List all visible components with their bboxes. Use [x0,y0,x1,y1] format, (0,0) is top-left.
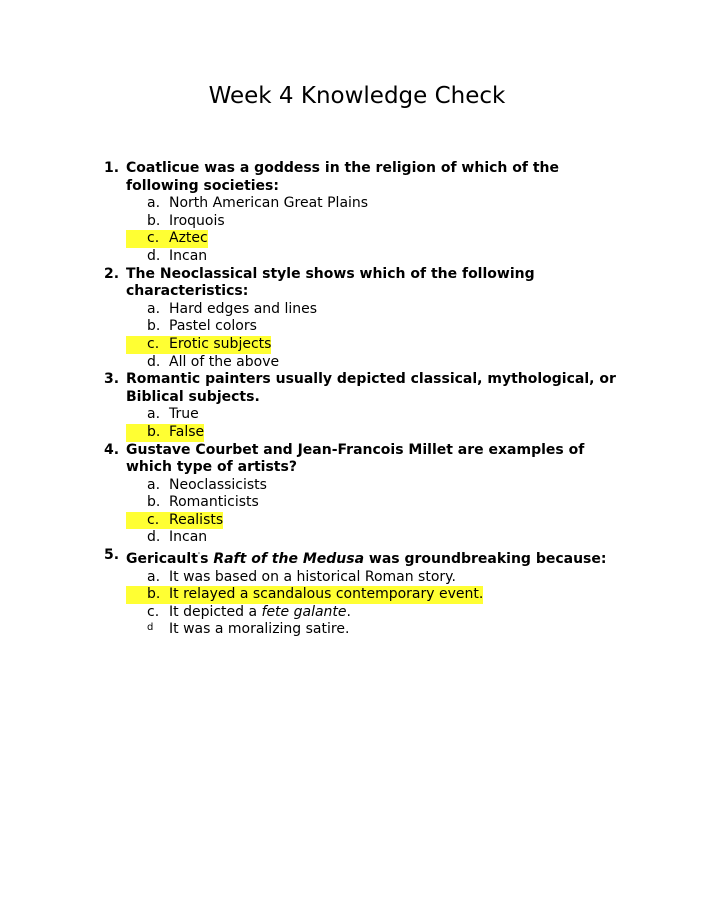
option-text: Hard edges and lines [169,300,318,317]
apostrophe-mark: ' [197,551,201,561]
option-text: Romanticists [169,494,259,511]
question-text-part: s [200,551,214,568]
option-text: It was based on a historical Roman story. [169,568,456,585]
option-a [126,569,624,587]
option-b-highlighted [126,424,624,442]
option-text-part: . [346,603,351,620]
option-list [126,406,624,441]
option-letter: b. [147,212,161,229]
question-text-part: Gericault [126,551,198,568]
option-text: Pastel colors [169,318,257,335]
option-text: Realists [169,511,224,528]
option-text: True [169,406,199,423]
option-b-highlighted [126,586,624,604]
option-text: Incan [169,529,208,546]
question-number: 3. [104,371,120,388]
question-text-part: was groundbreaking because: [364,551,607,568]
option-letter: b. [147,318,161,335]
question-text: Romantic painters usually depicted classical, mythological, or Biblical subjects. [126,371,616,405]
question-text: Coatlicue was a goddess in the religion of which of the following societies: [126,160,559,194]
option-letter: d [147,622,154,634]
option-text: Incan [169,247,208,264]
option-letter: a. [147,300,161,317]
option-letter: d. [147,353,161,370]
option-text: It was a moralizing satire. [169,621,350,638]
option-text: North American Great Plains [169,195,369,212]
question-number: 2. [104,265,120,282]
question-list [104,160,624,639]
option-b [126,213,624,231]
option-text: All of the above [169,353,280,370]
option-italic-term: fete galante [261,603,347,620]
option-text: Erotic subjects [169,335,272,352]
option-letter: c. [147,603,160,620]
answer-highlight [126,512,223,530]
option-a [126,477,624,495]
option-c-highlighted [126,512,624,530]
option-text: It relayed a scandalous contemporary event. [169,586,484,603]
option-a [126,195,624,213]
question-text: Gustave Courbet and Jean-Francois Millet are examples of which type of artists? [126,441,585,476]
option-letter: a. [147,568,161,585]
option-list [126,195,624,265]
option-d [126,248,624,266]
answer-highlight [126,424,204,442]
question-2 [104,266,624,372]
option-text: Iroquois [169,212,225,229]
option-letter: a. [147,195,161,212]
question-number: 5. [104,547,120,564]
option-letter: d. [147,529,161,546]
option-letter: d. [147,247,161,264]
option-a [126,406,624,424]
option-c [126,604,624,622]
option-d [126,529,624,547]
option-a [126,301,624,319]
question-text: The Neoclassical style shows which of the following characteristics: [126,265,535,300]
option-text-part: It depicted a [169,603,262,620]
option-list [126,477,624,547]
option-list [126,301,624,371]
option-letter: a. [147,476,161,493]
option-b [126,494,624,512]
question-number: 1. [104,160,120,176]
artwork-title: Raft of the Medusa [213,551,365,568]
option-list [126,569,624,639]
question-4 [104,442,624,548]
option-letter: c. [147,511,160,528]
answer-highlight [126,230,208,248]
question-3 [104,371,624,441]
answer-highlight [126,586,483,604]
question-1 [104,160,624,266]
option-d [126,354,624,372]
option-c-highlighted [126,336,624,354]
question-number: 4. [104,441,120,458]
option-text [169,604,351,620]
option-letter: c. [147,335,160,352]
option-b [126,318,624,336]
option-c-highlighted [126,230,624,248]
question-5 [104,547,624,639]
page-title: Week 4 Knowledge Check [208,83,506,109]
option-text: Neoclassicists [169,476,267,493]
option-letter: c. [147,230,160,247]
question-text [126,547,624,569]
option-letter: b. [147,423,161,440]
option-text: False [169,423,205,440]
option-letter: a. [147,406,161,423]
option-text: Aztec [169,230,208,247]
answer-highlight [126,336,271,354]
option-letter: b. [147,494,161,511]
option-letter: b. [147,586,161,603]
option-d [126,621,624,639]
